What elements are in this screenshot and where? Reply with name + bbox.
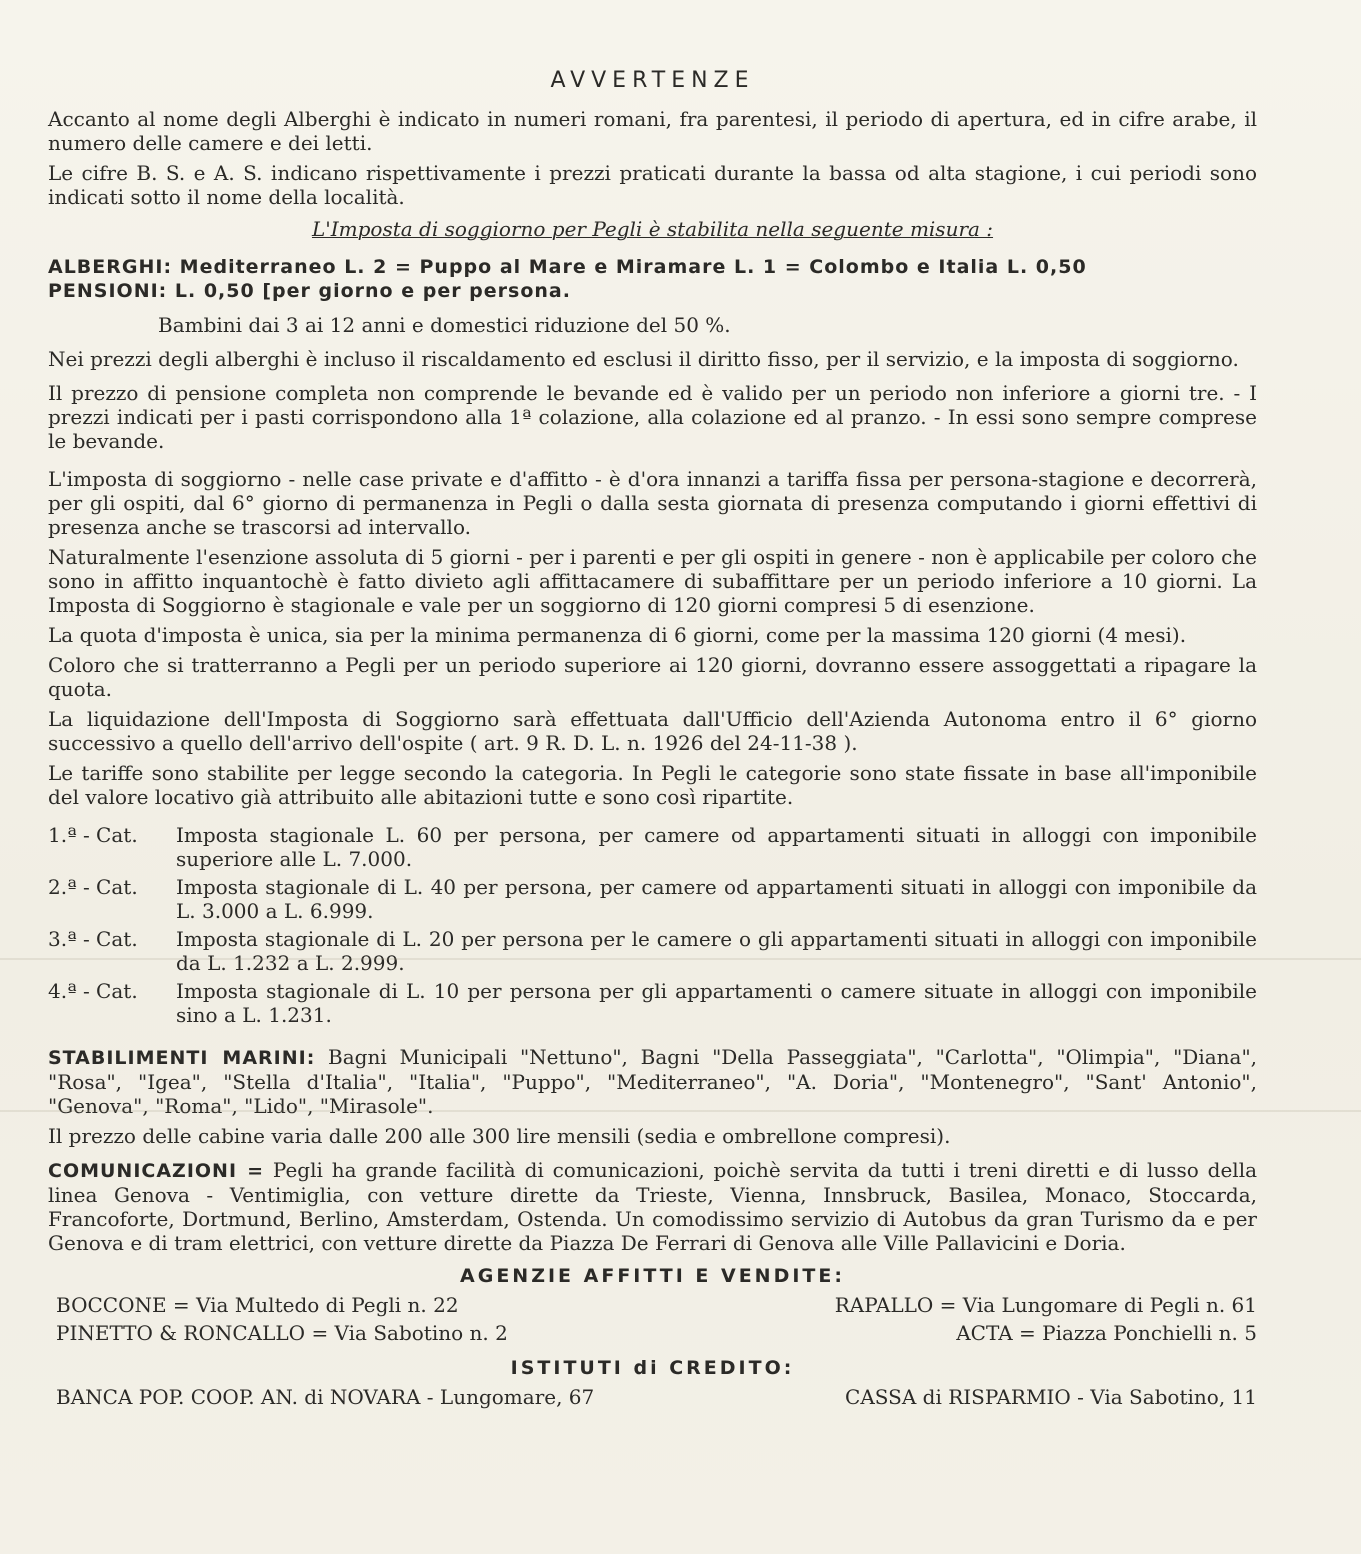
agenzia-left: BOCCONE = Via Multedo di Pegli n. 22: [56, 1293, 459, 1317]
category-text: Imposta stagionale di L. 40 per persona, per camere od appartamenti situati in alloggi con imponibile da L. 3.000 a L. 6.999.: [176, 875, 1257, 923]
agenzia-left: PINETTO & RONCALLO = Via Sabotino n. 2: [56, 1321, 508, 1345]
agenzie-heading: AGENZIE AFFITTI E VENDITE:: [460, 1265, 845, 1287]
category-text: Imposta stagionale di L. 20 per persona per le camere o gli appartamenti situati in alloggi con imponibile da L. 1.232 a L. 2.999.: [176, 927, 1257, 975]
stabilimenti-paragraph: [48, 1045, 1257, 1118]
category-item: [48, 823, 1257, 871]
agenzia-right: RAPALLO = Via Lungomare di Pegli n. 61: [834, 1293, 1257, 1317]
paragraph: Nei prezzi degli alberghi è incluso il riscaldamento ed esclusi il diritto fisso, per il servizio, e la imposta di soggiorno.: [48, 347, 1239, 371]
comunicazioni-label: COMUNICAZIONI =: [48, 1160, 265, 1182]
pensioni-line: PENSIONI: L. 0,50 [per giorno e per persona.: [48, 280, 571, 302]
comunicazioni-text: Pegli ha grande facilità di comunicazioni, poichè servita da tutti i treni diretti e di lusso della linea Genova - Ventimiglia, con vetture dirette da Trieste, Vienna, Innsbruck, Basilea, Monaco, Stoccarda, Francoforte, Dortmund, Berlino, Amsterdam, Ostenda. Un comodissimo servizio di Autobus da gran Turismo da e per Genova e di tram elettrici, con vetture dirette da Piazza De Ferrari di Genova alle Ville Pallavicini e Doria.: [48, 1158, 1258, 1255]
agenzie-row: [48, 1291, 1257, 1319]
paragraph: L'imposta di soggiorno - nelle case private e d'affitto - è d'ora innanzi a tariffa fissa per persona-stagione e decorrerà, per gli ospiti, dal 6° giorno di permanenza in Pegli o dalla sesta giornata di presenza computando i giorni effettivi di presenza anche se trascorsi ad intervallo.: [48, 467, 1257, 539]
bambini-line: Bambini dai 3 ai 12 anni e domestici riduzione del 50 %.: [158, 313, 731, 337]
intro-paragraph: Le cifre B. S. e A. S. indicano rispettivamente i prezzi praticati durante la bassa od alta stagione, i cui periodi sono indicati sotto il nome della località.: [48, 161, 1257, 209]
category-item: [48, 875, 1257, 923]
istituto-left: BANCA POP. COOP. AN. di NOVARA - Lungomare, 67: [56, 1385, 595, 1409]
alberghi-line: ALBERGHI: Mediterraneo L. 2 = Puppo al Mare e Miramare L. 1 = Colombo e Italia L. 0,50: [48, 256, 1087, 278]
category-number: 3.ª - Cat.: [48, 927, 138, 951]
paragraph: Naturalmente l'esenzione assoluta di 5 giorni - per i parenti e per gli ospiti in genere - non è applicabile per coloro che sono in affitto inquantochè è fatto divieto agli affittacamere di subaffittare per un periodo inferiore a 10 giorni. La Imposta di Soggiorno è stagionale e vale per un soggiorno di 120 giorni compresi 5 di esenzione.: [48, 545, 1257, 617]
paragraph: La quota d'imposta è unica, sia per la minima permanenza di 6 giorni, come per la massima 120 giorni (4 mesi).: [48, 623, 1187, 647]
intro-paragraph: Accanto al nome degli Alberghi è indicato in numeri romani, fra parentesi, il periodo di apertura, ed in cifre arabe, il numero delle camere e dei letti.: [48, 107, 1257, 155]
paragraph: La liquidazione dell'Imposta di Soggiorno sarà effettuata dall'Ufficio dell'Azienda Autonoma entro il 6° giorno successivo a quello dell'arrivo dell'ospite ( art. 9 R. D. L. n. 1926 del 24-11-38 ).: [48, 707, 1257, 755]
page-title: AVVERTENZE: [550, 68, 755, 93]
paragraph: Il prezzo di pensione completa non comprende le bevande ed è valido per un periodo non inferiore a giorni tre. - I prezzi indicati per i pasti corrispondono alla 1ª colazione, alla colazione ed al pranzo. - In essi sono sempre comprese le bevande.: [48, 381, 1257, 453]
cabine-line: Il prezzo delle cabine varia dalle 200 alle 300 lire mensili (sedia e ombrellone compresi).: [48, 1124, 951, 1148]
stabilimenti-text: Bagni Municipali "Nettuno", Bagni "Della Passeggiata", "Carlotta", "Olimpia", "Diana", "Rosa", "Igea", "Stella d'Italia", "Italia", "Puppo", "Mediterraneo", "A. Doria", "Montenegro", "Sant' Antonio", "Genova", "Roma", "Lido", "Mirasole".: [48, 1045, 1257, 1118]
category-text: Imposta stagionale L. 60 per persona, per camere od appartamenti situati in alloggi con imponibile superiore alle L. 7.000.: [176, 823, 1257, 871]
istituti-heading: ISTITUTI di CREDITO:: [510, 1357, 795, 1379]
imposta-heading: L'Imposta di soggiorno per Pegli è stabilita nella seguente misura :: [311, 217, 994, 241]
paper-crease: [0, 1110, 1361, 1112]
agenzia-right: ACTA = Piazza Ponchielli n. 5: [956, 1321, 1257, 1345]
category-item: [48, 979, 1257, 1027]
category-number: 2.ª - Cat.: [48, 875, 138, 899]
stabilimenti-label: STABILIMENTI MARINI:: [48, 1047, 316, 1069]
paper-crease: [0, 958, 1361, 960]
comunicazioni-paragraph: [48, 1158, 1257, 1255]
paragraph: Coloro che si tratterranno a Pegli per un periodo superiore ai 120 giorni, dovranno essere assoggettati a ripagare la quota.: [48, 653, 1257, 701]
category-number: 1.ª - Cat.: [48, 823, 138, 847]
paragraph: Le tariffe sono stabilite per legge secondo la categoria. In Pegli le categorie sono state fissate in base all'imponibile del valore locativo già attribuito alle abitazioni tutte e sono così ripartite.: [48, 761, 1257, 809]
category-item: [48, 927, 1257, 975]
agenzie-row: [48, 1319, 1257, 1347]
category-text: Imposta stagionale di L. 10 per persona per gli appartamenti o camere situate in alloggi con imponibile sino a L. 1.231.: [176, 979, 1257, 1027]
istituti-row: [48, 1383, 1257, 1411]
category-number: 4.ª - Cat.: [48, 979, 138, 1003]
istituto-right: CASSA di RISPARMIO - Via Sabotino, 11: [845, 1385, 1257, 1409]
